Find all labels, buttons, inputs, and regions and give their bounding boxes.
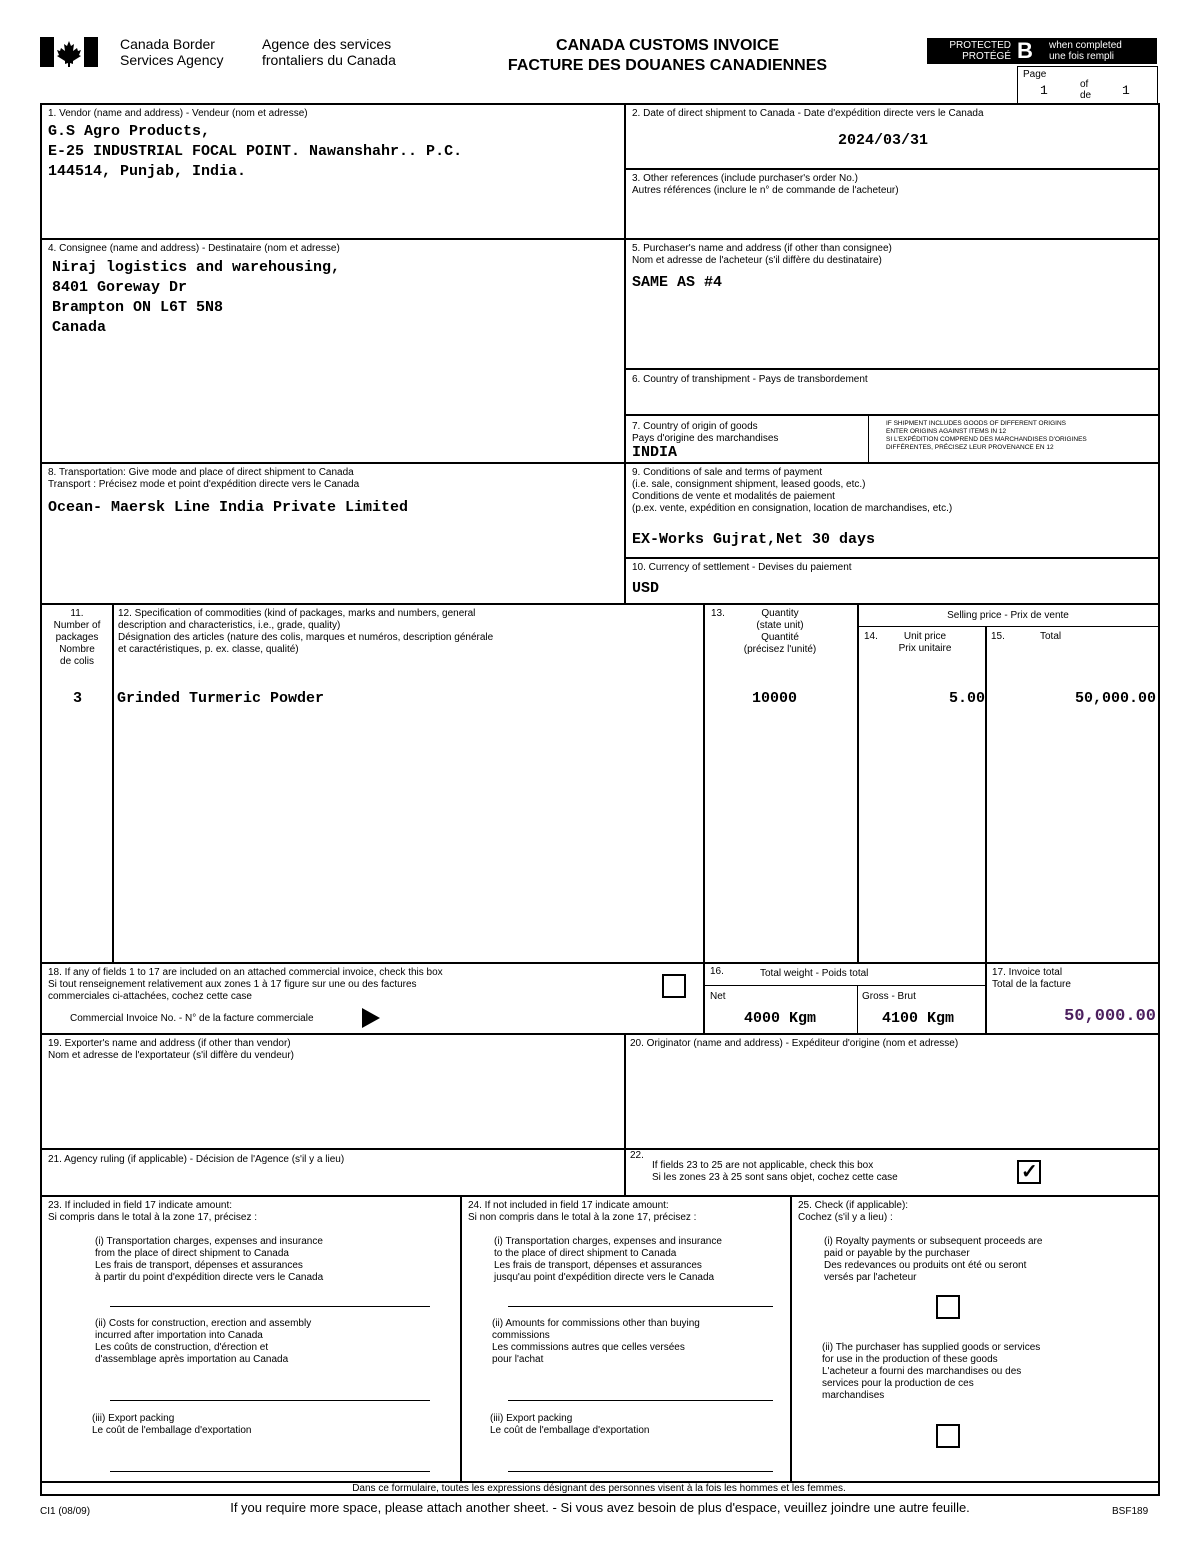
- field-23-label: 23. If included in field 17 indicate amount: Si compris dans le total à la zone 17, précisez :: [48, 1200, 257, 1223]
- agency-ruling-label: 21. Agency ruling (if applicable) - Décision de l'Agence (s'il y a lieu): [48, 1154, 345, 1165]
- field-24-label: 24. If not included in field 17 indicate amount: Si non compris dans le total à la zone 17, précisez :: [468, 1200, 697, 1223]
- arrow-right-icon: [362, 1008, 380, 1028]
- gross-weight-label: Gross - Brut: [862, 991, 916, 1002]
- line-total-value[interactable]: 50,000.00: [1074, 690, 1156, 707]
- attached-invoice-checkbox[interactable]: [662, 974, 686, 998]
- origin-note: IF SHIPMENT INCLUDES GOODS OF DIFFERENT ORIGINS ENTER ORIGINS AGAINST ITEMS IN 12 SI L'EXPÉDITION COMPREND DES MARCHANDISES D'ORIGINES DIFFÉRENTES, PRÉCISEZ LEUR PROVENANCE EN 12: [886, 420, 1087, 451]
- quantity-label: Quantity (state unit) Quantité (précisez l'unité): [743, 608, 817, 655]
- not-applicable-checkbox[interactable]: [1017, 1160, 1041, 1184]
- grid-line: [868, 414, 869, 462]
- form-title-en: CANADA CUSTOMS INVOICE: [555, 37, 780, 54]
- canada-flag-logo: [40, 37, 98, 67]
- net-weight-label: Net: [710, 991, 726, 1002]
- page-number: 1: [1040, 83, 1048, 98]
- grid-line: [40, 462, 1158, 464]
- checkmark-icon: ✓: [1021, 1161, 1038, 1183]
- currency-value[interactable]: USD: [632, 580, 660, 597]
- grid-line: [112, 603, 114, 962]
- page-total: 1: [1122, 83, 1130, 98]
- agency-name-en: Canada Border Services Agency: [120, 36, 224, 68]
- unit-price-value[interactable]: 5.00: [948, 690, 985, 707]
- gross-weight-value[interactable]: 4100 Kgm: [882, 1010, 955, 1027]
- grid-line: [703, 603, 705, 1033]
- consignee-value[interactable]: Niraj logistics and warehousing, 8401 Goreway Dr Brampton ON L6T 5N8 Canada: [52, 259, 341, 336]
- more-space-note: If you require more space, please attach another sheet. - Si vous avez besoin de plus d'espace, veuillez joindre une autre feuille.: [230, 1500, 970, 1515]
- agency-name-fr: Agence des services frontaliers du Canada: [262, 36, 396, 68]
- quantity-value[interactable]: 10000: [752, 690, 798, 707]
- grid-line: [624, 368, 1158, 370]
- purchaser-label: 5. Purchaser's name and address (if other than consignee) Nom et adresse de l'acheteur (s'il diffère du destinataire): [632, 243, 892, 266]
- unit-price-label: Unit price Prix unitaire: [898, 631, 952, 654]
- grid-line: [624, 414, 1158, 416]
- field-25-i-label: (i) Royalty payments or subsequent proceeds are paid or payable by the purchaser Des redevances ou produits ont été ou seront versés par l'acheteur: [824, 1236, 1043, 1283]
- field-24-ii-line[interactable]: [508, 1400, 773, 1401]
- not-applicable-label: If fields 23 to 25 are not applicable, check this box Si les zones 23 à 25 sont sans objet, cochez cette case: [652, 1160, 898, 1183]
- shipment-date-value[interactable]: 2024/03/31: [838, 132, 929, 149]
- transportation-label: 8. Transportation: Give mode and place of direct shipment to Canada Transport : Précisez mode et point d'expédition directe vers le Canada: [48, 467, 360, 490]
- when-completed-label: when completed une fois rempli: [1049, 40, 1122, 62]
- grid-line: [704, 985, 986, 986]
- currency-label: 10. Currency of settlement - Devises du paiement: [632, 562, 852, 573]
- field-23-i-line[interactable]: [110, 1306, 430, 1307]
- form-number: BSF189: [1112, 1506, 1149, 1517]
- grid-line: [624, 1033, 626, 1195]
- total-num: 15.: [991, 631, 1005, 642]
- protected-label: PROTECTED PROTÉGÉ: [949, 40, 1011, 62]
- grid-line: [790, 1195, 792, 1481]
- field-24-ii-label: (ii) Amounts for commissions other than buying commissions Les commissions autres que celles versées pour l'achat: [492, 1318, 700, 1365]
- invoice-total-label: 17. Invoice total Total de la facture: [992, 967, 1071, 990]
- field-23-iii-line[interactable]: [110, 1471, 430, 1472]
- commercial-invoice-no-label: Commercial Invoice No. - N° de la facture commerciale: [70, 1013, 314, 1024]
- shipment-date-label: 2. Date of direct shipment to Canada - Date d'expédition directe vers le Canada: [632, 108, 984, 119]
- vendor-value[interactable]: G.S Agro Products, E-25 INDUSTRIAL FOCAL POINT. Nawanshahr.. P.C. 144514, Punjab, India.: [48, 123, 463, 180]
- page-label: Page: [1023, 69, 1047, 80]
- field-25-ii-label: (ii) The purchaser has supplied goods or services for use in the production of these goods L'acheteur a fourni des marchandises ou des services pour la production de ces marchandises: [822, 1342, 1041, 1401]
- selling-price-label: Selling price - Prix de vente: [947, 610, 1069, 621]
- royalty-checkbox[interactable]: [936, 1295, 960, 1319]
- grid-line: [40, 962, 1158, 964]
- grid-line: [40, 603, 1158, 605]
- page-box: [1017, 66, 1158, 103]
- protected-letter: B: [1017, 38, 1033, 63]
- invoice-total-value[interactable]: 50,000.00: [1064, 1007, 1156, 1026]
- protected-b-badge: [927, 38, 1157, 64]
- grid-line: [624, 557, 1158, 559]
- field-24-i-label: (i) Transportation charges, expenses and insurance to the place of direct shipment to Canada Les frais de transport, dépenses et assurances jusqu'au point d'expédition directe vers le Canada: [494, 1236, 722, 1283]
- grid-line: [40, 1033, 1158, 1035]
- origin-value[interactable]: INDIA: [632, 444, 678, 461]
- other-references-label: 3. Other references (include purchaser's order No.) Autres références (inclure le n° de commande de l'acheteur): [632, 173, 899, 196]
- grid-line: [40, 1148, 1158, 1150]
- conditions-label: 9. Conditions of sale and terms of payment (i.e. sale, consignment shipment, leased goods, etc.) Conditions de vente et modalités de paiement (p.ex. vente, expédition en consignation, location de marchandises, etc.): [632, 467, 953, 514]
- consignee-label: 4. Consignee (name and address) - Destinataire (nom et adresse): [48, 243, 340, 254]
- form-code: CI1 (08/09): [40, 1506, 91, 1517]
- field-23-ii-label: (ii) Costs for construction, erection and assembly incurred after importation into Canada Les coûts de construction, d'érection et d'assemblage après importation au Canada: [95, 1318, 312, 1365]
- grid-line: [985, 626, 987, 1033]
- goods-supplied-checkbox[interactable]: [936, 1424, 960, 1448]
- unit-price-num: 14.: [864, 631, 878, 642]
- grid-line: [858, 626, 1158, 627]
- commodity-description[interactable]: Grinded Turmeric Powder: [117, 690, 325, 707]
- total-label: Total: [1040, 631, 1062, 642]
- vendor-label: 1. Vendor (name and address) - Vendeur (nom et adresse): [48, 108, 308, 119]
- field-25-label: 25. Check (if applicable): Cochez (s'il y a lieu) :: [798, 1200, 909, 1223]
- field-23-iii-label: (iii) Export packing Le coût de l'emballage d'exportation: [92, 1413, 252, 1436]
- origin-label: 7. Country of origin of goods Pays d'origine des marchandises: [632, 421, 779, 444]
- weight-label: Total weight - Poids total: [760, 968, 869, 979]
- form-title-fr: FACTURE DES DOUANES CANADIENNES: [507, 57, 828, 74]
- exporter-label: 19. Exporter's name and address (if other than vendor) Nom et adresse de l'exportateur (s'il diffère du vendeur): [48, 1038, 294, 1061]
- conditions-value[interactable]: EX-Works Gujrat,Net 30 days: [632, 531, 876, 548]
- grid-line: [460, 1195, 462, 1481]
- gender-note: Dans ce formulaire, toutes les expressions désignant des personnes visent à la fois les hommes et les femmes.: [352, 1483, 846, 1494]
- originator-label: 20. Originator (name and address) - Expéditeur d'origine (nom et adresse): [630, 1038, 959, 1049]
- transportation-value[interactable]: Ocean- Maersk Line India Private Limited: [48, 499, 409, 516]
- grid-line: [624, 168, 1158, 170]
- grid-line: [857, 985, 858, 1033]
- field-23-i-label: (i) Transportation charges, expenses and insurance from the place of direct shipment to Canada Les frais de transport, dépenses et assurances à partir du point d'expédition directe vers le Canada: [95, 1236, 324, 1283]
- purchaser-value[interactable]: SAME AS #4: [632, 274, 723, 291]
- field-23-ii-line[interactable]: [110, 1400, 430, 1401]
- attached-invoice-label: 18. If any of fields 1 to 17 are included on an attached commercial invoice, check this box Si tout renseignement relativement aux zones 1 à 17 figure sur une ou des factures commerciales ci-attachées, cochez cette case: [48, 967, 443, 1002]
- field-24-iii-label: (iii) Export packing Le coût de l'emballage d'exportation: [490, 1413, 650, 1436]
- packages-label: 11. Number of packages Nombre de colis: [53, 608, 101, 667]
- transhipment-label: 6. Country of transhipment - Pays de transbordement: [632, 374, 868, 385]
- grid-line: [857, 603, 859, 962]
- weight-num: 16.: [710, 966, 724, 977]
- grid-line: [40, 1195, 1158, 1197]
- quantity-num: 13.: [711, 608, 725, 619]
- commodities-label: 12. Specification of commodities (kind of packages, marks and numbers, general description and characteristics, i.e., grade, quality) Désignation des articles (nature des colis, marques et numéros, description générale et caractéristiques, p. ex. classe, qualité): [118, 608, 494, 655]
- field-24-iii-line[interactable]: [508, 1471, 773, 1472]
- page-of-label: of de: [1080, 79, 1092, 101]
- grid-line: [624, 103, 626, 603]
- field-24-i-line[interactable]: [508, 1306, 773, 1307]
- field-22-num: 22.: [630, 1150, 644, 1161]
- net-weight-value[interactable]: 4000 Kgm: [744, 1010, 817, 1027]
- packages-value[interactable]: 3: [73, 690, 83, 707]
- grid-line: [40, 238, 1158, 240]
